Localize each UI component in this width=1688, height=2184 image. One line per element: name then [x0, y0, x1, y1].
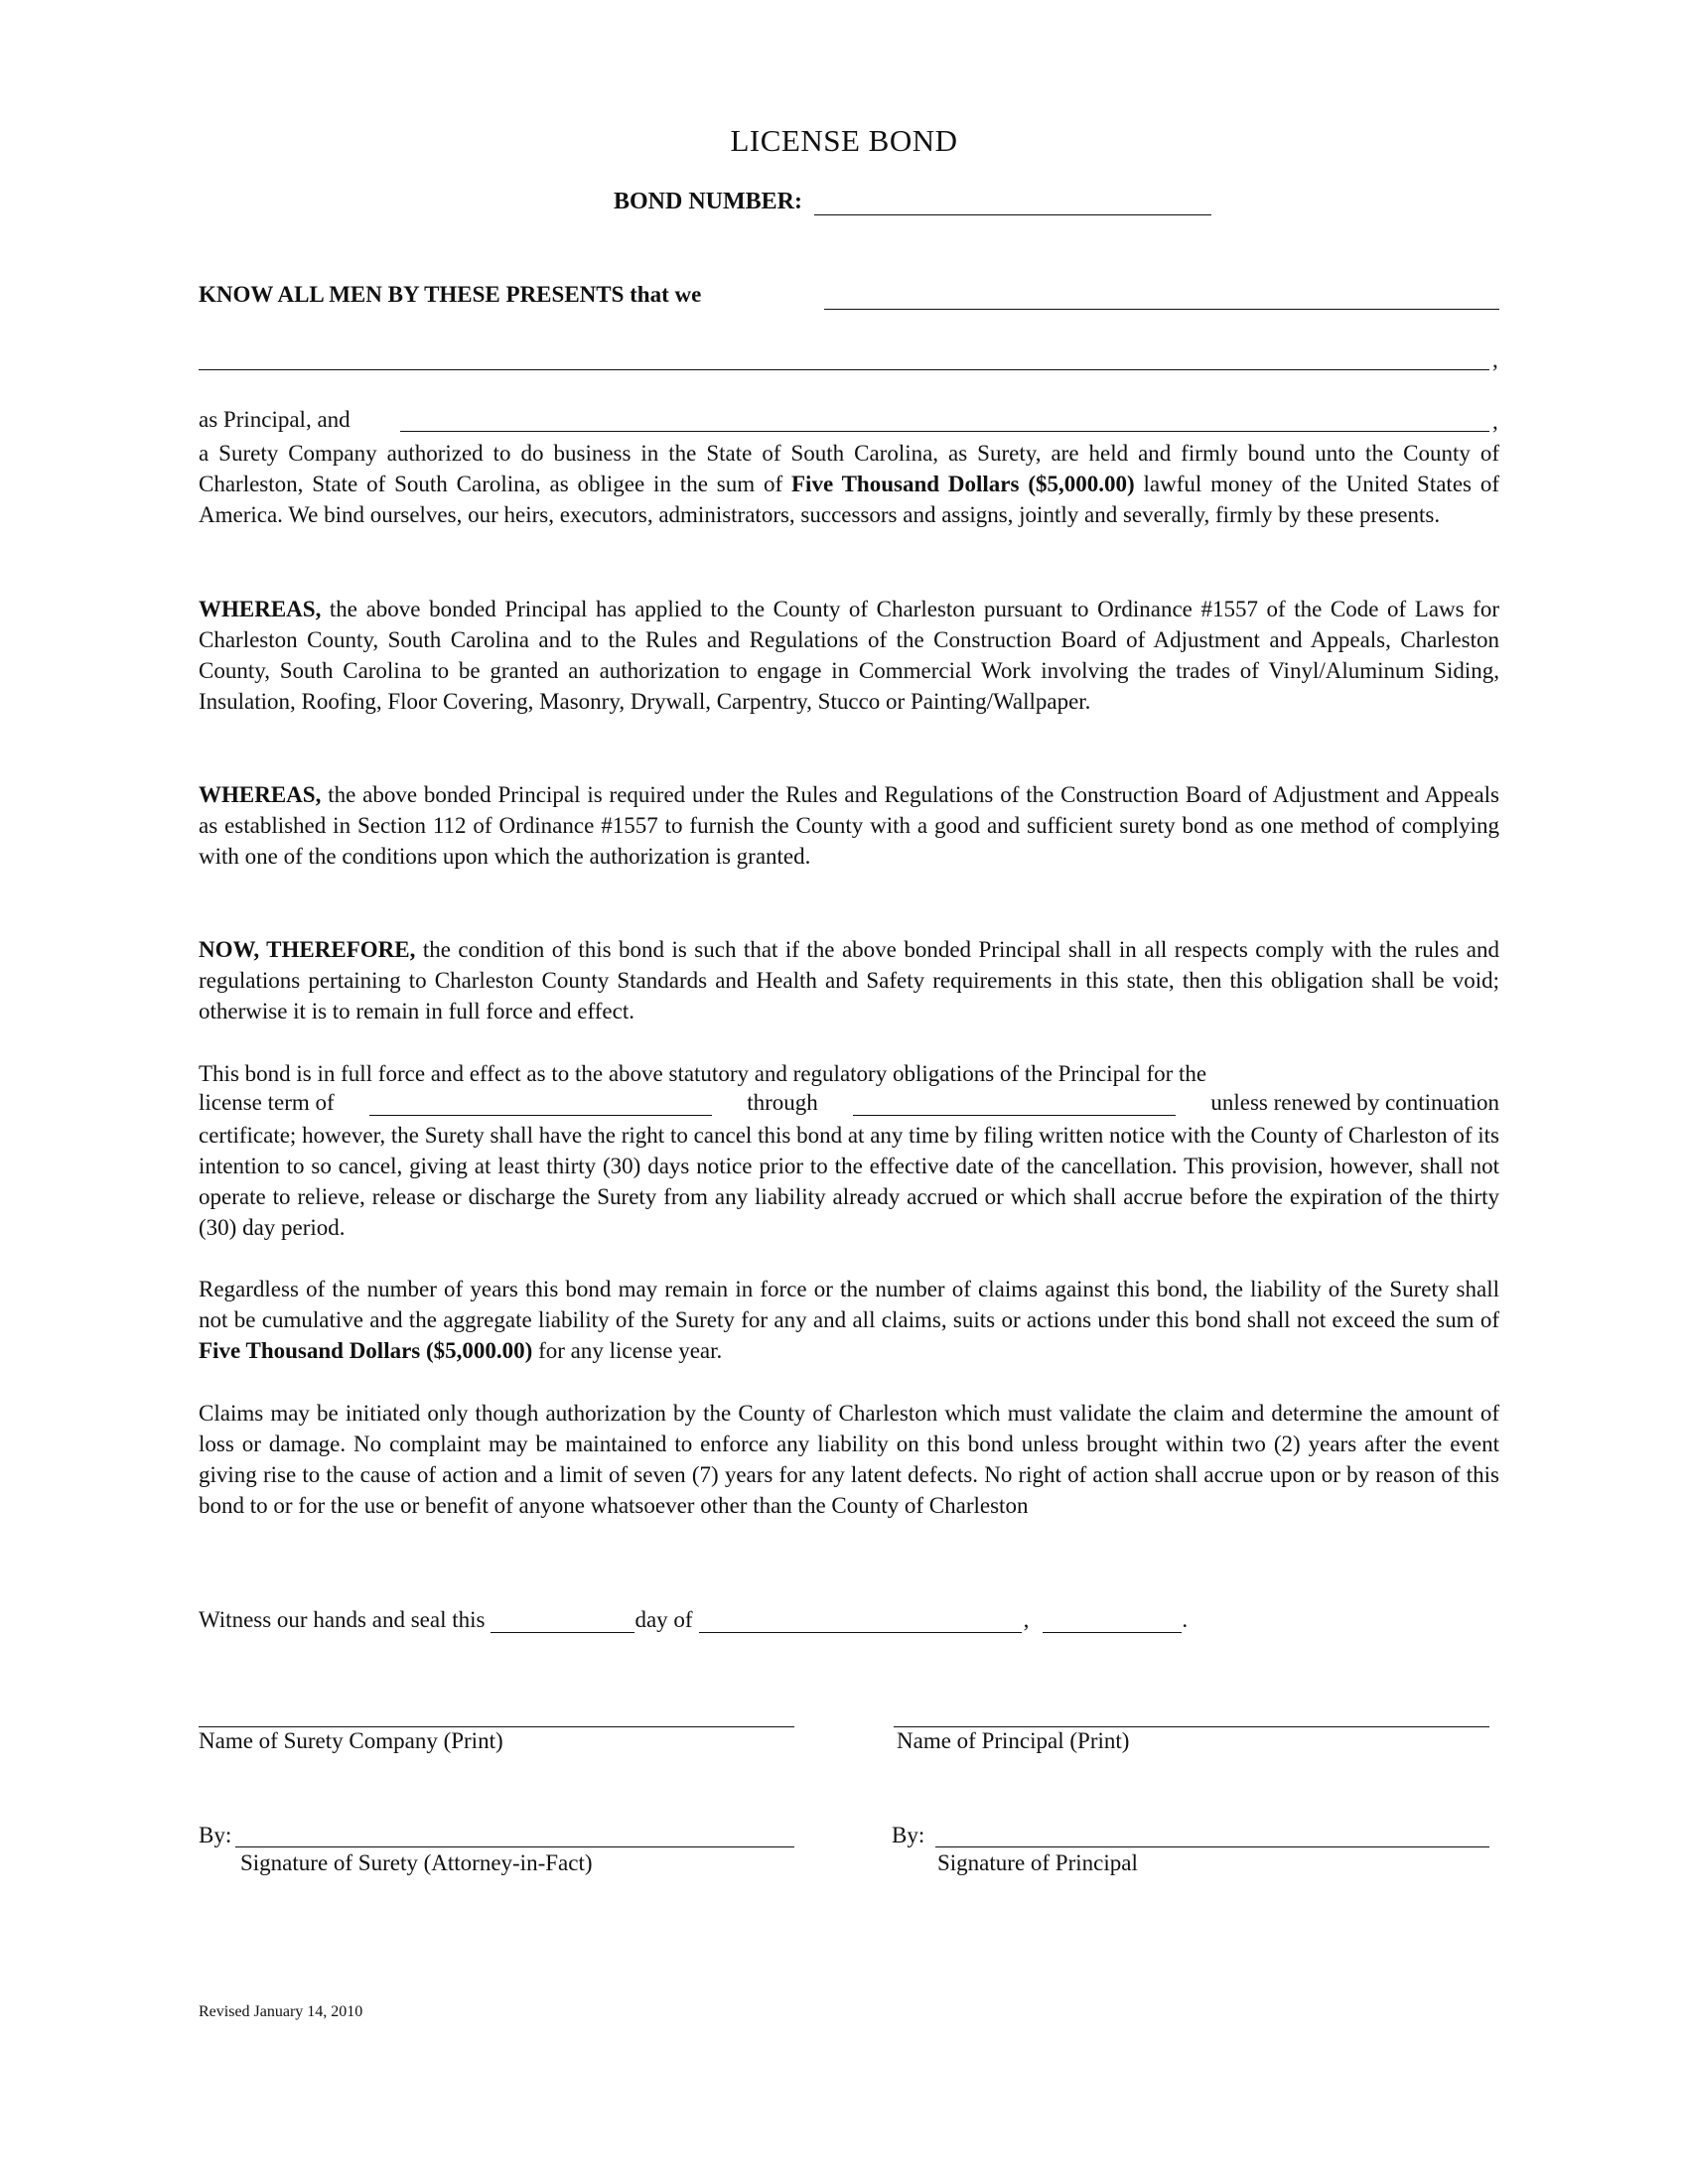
principal-signature-label: Signature of Principal — [937, 1850, 1138, 1875]
through-label: through — [747, 1090, 818, 1115]
witness-row — [199, 1606, 1188, 1633]
page-title: LICENSE BOND — [730, 123, 958, 158]
principal-name-field-1[interactable] — [824, 309, 1499, 310]
comma-2: , — [1492, 409, 1498, 434]
term-start-field[interactable] — [369, 1089, 712, 1116]
bond-number-row — [614, 189, 1211, 215]
term-end-field[interactable] — [853, 1089, 1176, 1116]
witness-period: . — [1182, 1607, 1189, 1632]
p1-text-a: a Surety Company authorized to do business in the State of South Carolina, as Surety, are held and firmly bound unto the County of Charleston, State of South Carolina, as obligee in the sum of — [199, 441, 1499, 496]
p1-bold-amount: Five Thousand Dollars ($5,000.00) — [791, 472, 1135, 496]
paragraph-term-line1: This bond is in full force and effect as to the above statutory and regulatory obligations of the Principal for the — [199, 1061, 1207, 1086]
term-label: license term of — [199, 1090, 335, 1115]
know-all-label: KNOW ALL MEN BY THESE PRESENTS that we — [199, 282, 702, 307]
principal-name-field-2[interactable] — [199, 369, 1489, 370]
comma-1: , — [1492, 347, 1498, 372]
as-principal-label: as Principal, and — [199, 407, 351, 432]
p2-bold: WHEREAS, — [199, 597, 322, 621]
principal-by-label: By: — [892, 1823, 925, 1847]
revision-footer: Revised January 14, 2010 — [199, 2003, 363, 2020]
day-of-label: day of — [634, 1607, 693, 1632]
paragraph-now-therefore — [199, 934, 1499, 1026]
principal-name-label: Name of Principal (Print) — [897, 1728, 1130, 1753]
paragraph-surety — [199, 438, 1499, 530]
as-principal-row — [199, 407, 351, 433]
paragraph-liability — [199, 1274, 1499, 1366]
surety-name-field[interactable] — [400, 431, 1489, 432]
witness-year-field[interactable] — [1043, 1606, 1182, 1633]
bond-number-label: BOND NUMBER: — [614, 189, 802, 214]
surety-signature-line[interactable] — [235, 1846, 794, 1847]
witness-comma: , — [1023, 1607, 1030, 1632]
p4-bold: NOW, THEREFORE, — [199, 937, 416, 962]
witness-label: Witness our hands and seal this — [199, 1607, 486, 1632]
principal-name-line[interactable] — [894, 1726, 1489, 1727]
p3-bold: WHEREAS, — [199, 782, 322, 807]
renewal-label: unless renewed by continuation — [1210, 1090, 1499, 1115]
paragraph-claims: Claims may be initiated only though authorization by the County of Charleston which must validate the claim and determine the amount of loss or damage. No complaint may be maintained to enforce any liability on this bond unless brought within two (2) years after the event giving rise to the cause of action and a limit of seven (7) years for any latent defects. No right of action shall accrue upon or by reason of this bond to or for the use or benefit of anyone whatsoever other than the County of Charleston — [199, 1401, 1499, 1518]
p2-text: the above bonded Principal has applied to the County of Charleston pursuant to Ordinance #1557 of the Code of Laws for Charleston County, South Carolina and to the Rules and Regulations of the Construction Board of Adjustment and Appeals, Charleston County, South Carolina to be granted an authorization to engage in Commercial Work involving the trades of Vinyl/Aluminum Siding, Insulation, Roofing, Floor Covering, Masonry, Drywall, Carpentry, Stucco or Painting/Wallpaper. — [199, 597, 1499, 714]
p6-text-a: Regardless of the number of years this bond may remain in force or the number of claims against this bond, the liability of the Surety shall not be cumulative and the aggregate liability of the Surety for any and all claims, suits or actions under this bond shall not exceed the sum of — [199, 1277, 1499, 1332]
bond-number-field[interactable] — [814, 189, 1211, 215]
witness-month-field[interactable] — [699, 1606, 1022, 1633]
principal-signature-line[interactable] — [935, 1846, 1489, 1847]
surety-by-label: By: — [199, 1823, 232, 1847]
p6-text-b: for any license year. — [532, 1338, 723, 1363]
p6-bold-amount: Five Thousand Dollars ($5,000.00) — [199, 1338, 533, 1363]
surety-signature-label: Signature of Surety (Attorney-in-Fact) — [240, 1850, 593, 1875]
witness-day-field[interactable] — [491, 1606, 634, 1633]
know-all-row — [199, 282, 701, 308]
paragraph-whereas-1 — [199, 594, 1499, 717]
paragraph-term-rest: certificate; however, the Surety shall have the right to cancel this bond at any time by filing written notice with the County of Charleston of its intention to so cancel, giving at least thirty (30) days notice prior to the effective date of the cancellation. This provision, however, shall not operate to relieve, release or discharge the Surety from any liability already accrued or which shall accrue before the expiration of the thirty (30) day period. — [199, 1123, 1499, 1240]
term-row — [199, 1089, 1499, 1116]
surety-name-label: Name of Surety Company (Print) — [199, 1728, 503, 1753]
p1-text-b: lawful money of the United States of America. We bind ourselves, our heirs, executors, administrators, successors and assigns, jointly and severally, firmly by these presents. — [199, 472, 1499, 527]
p3-text: the above bonded Principal is required under the Rules and Regulations of the Construction Board of Adjustment and Appeals as established in Section 112 of Ordinance #1557 to furnish the County with a good and sufficient surety bond as one method of complying with one of the conditions upon which the authorization is granted. — [199, 782, 1499, 869]
paragraph-whereas-2 — [199, 779, 1499, 872]
p4-text: the condition of this bond is such that if the above bonded Principal shall in all respects comply with the rules and regulations pertaining to Charleston County Standards and Health and Safety requirements in this state, then this obligation shall be void; otherwise it is to remain in full force and effect. — [199, 937, 1499, 1024]
surety-company-name-line[interactable] — [199, 1726, 794, 1727]
